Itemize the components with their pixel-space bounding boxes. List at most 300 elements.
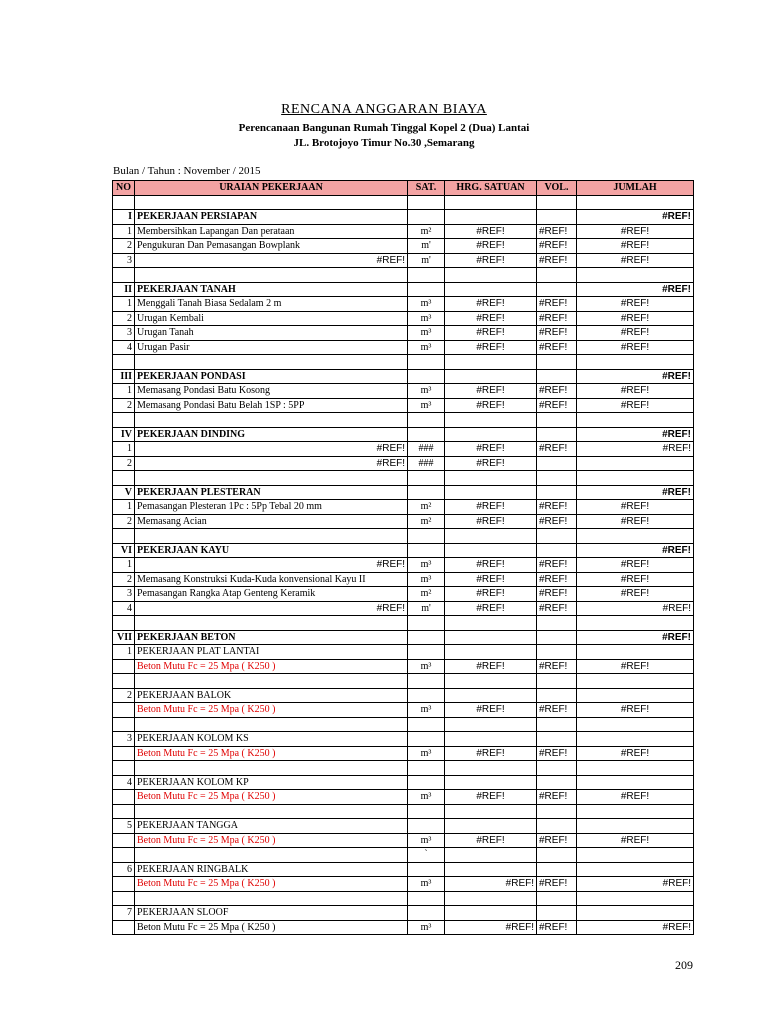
cell-uraian bbox=[135, 717, 408, 732]
cell-uraian bbox=[135, 195, 408, 210]
item-number: 3 bbox=[113, 253, 135, 268]
cell-vol bbox=[537, 355, 577, 370]
item-amount: #REF! bbox=[577, 587, 694, 602]
cell-no bbox=[113, 891, 135, 906]
item-amount: #REF! bbox=[577, 920, 694, 935]
section-name: PEKERJAAN PONDASI bbox=[135, 369, 408, 384]
item-number bbox=[113, 703, 135, 718]
cell-sat: ` bbox=[408, 848, 445, 863]
item-number: 2 bbox=[113, 572, 135, 587]
subsection-row bbox=[113, 645, 694, 660]
cell-sat bbox=[408, 355, 445, 370]
item-unit: m² bbox=[408, 587, 445, 602]
cell-hrg-satuan bbox=[445, 906, 537, 921]
item-unit-price: #REF! bbox=[445, 746, 537, 761]
cell-vol bbox=[537, 630, 577, 645]
item-unit: m³ bbox=[408, 659, 445, 674]
spacer-row bbox=[113, 471, 694, 486]
cell-hrg-satuan bbox=[445, 471, 537, 486]
subsection-row bbox=[113, 862, 694, 877]
cell-jumlah bbox=[577, 688, 694, 703]
cell-sat bbox=[408, 688, 445, 703]
spacer-row bbox=[113, 848, 694, 863]
item-unit-price: #REF! bbox=[445, 239, 537, 254]
item-volume: #REF! bbox=[537, 659, 577, 674]
item-row bbox=[113, 311, 694, 326]
item-unit-price: #REF! bbox=[445, 297, 537, 312]
cell-uraian bbox=[135, 891, 408, 906]
item-row bbox=[113, 920, 694, 935]
item-description: Beton Mutu Fc = 25 Mpa ( K250 ) bbox=[135, 877, 408, 892]
cell-vol bbox=[537, 906, 577, 921]
item-volume: #REF! bbox=[537, 340, 577, 355]
item-row bbox=[113, 558, 694, 573]
item-unit: m' bbox=[408, 253, 445, 268]
item-amount: #REF! bbox=[577, 442, 694, 457]
cell-sat bbox=[408, 717, 445, 732]
item-number: 1 bbox=[113, 384, 135, 399]
item-volume: #REF! bbox=[537, 253, 577, 268]
item-amount: #REF! bbox=[577, 500, 694, 515]
header-uraian: URAIAN PEKERJAAN bbox=[135, 181, 408, 196]
item-amount: #REF! bbox=[577, 340, 694, 355]
cell-no bbox=[113, 529, 135, 544]
cell-sat bbox=[408, 906, 445, 921]
cell-sat bbox=[408, 413, 445, 428]
item-number: 1 bbox=[113, 224, 135, 239]
item-unit: m³ bbox=[408, 340, 445, 355]
cell-sat bbox=[408, 674, 445, 689]
document-subtitle-address: JL. Brotojoyo Timur No.30 ,Semarang bbox=[293, 137, 475, 149]
cell-vol bbox=[537, 195, 577, 210]
cell-hrg-satuan bbox=[445, 413, 537, 428]
item-amount: #REF! bbox=[577, 746, 694, 761]
item-description: Beton Mutu Fc = 25 Mpa ( K250 ) bbox=[135, 703, 408, 718]
section-total: #REF! bbox=[577, 282, 694, 297]
subsection-row bbox=[113, 688, 694, 703]
item-amount: #REF! bbox=[577, 326, 694, 341]
cell-hrg-satuan bbox=[445, 485, 537, 500]
cell-vol bbox=[537, 891, 577, 906]
item-unit-price: #REF! bbox=[445, 224, 537, 239]
item-volume bbox=[537, 456, 577, 471]
cell-jumlah bbox=[577, 355, 694, 370]
item-unit-price: #REF! bbox=[445, 703, 537, 718]
cell-hrg-satuan bbox=[445, 761, 537, 776]
section-total: #REF! bbox=[577, 427, 694, 442]
item-volume: #REF! bbox=[537, 297, 577, 312]
item-amount: #REF! bbox=[577, 311, 694, 326]
cell-hrg-satuan bbox=[445, 717, 537, 732]
item-volume: #REF! bbox=[537, 326, 577, 341]
subsection-name: PEKERJAAN TANGGA bbox=[135, 819, 408, 834]
header-sat: SAT. bbox=[408, 181, 445, 196]
item-row bbox=[113, 601, 694, 616]
item-volume: #REF! bbox=[537, 384, 577, 399]
cell-jumlah bbox=[577, 413, 694, 428]
item-description: Urugan Kembali bbox=[135, 311, 408, 326]
item-description: Memasang Pondasi Batu Belah 1SP : 5PP bbox=[135, 398, 408, 413]
item-number: 2 bbox=[113, 398, 135, 413]
item-description: Urugan Tanah bbox=[135, 326, 408, 341]
item-unit-price: #REF! bbox=[445, 659, 537, 674]
cell-vol bbox=[537, 717, 577, 732]
item-unit: m³ bbox=[408, 746, 445, 761]
cell-jumlah bbox=[577, 732, 694, 747]
cell-vol bbox=[537, 210, 577, 225]
header-jumlah: JUMLAH bbox=[577, 181, 694, 196]
item-volume: #REF! bbox=[537, 398, 577, 413]
cell-vol bbox=[537, 471, 577, 486]
item-row bbox=[113, 326, 694, 341]
cell-vol bbox=[537, 862, 577, 877]
cell-hrg-satuan bbox=[445, 529, 537, 544]
section-number: VII bbox=[113, 630, 135, 645]
header-hrg-satuan: HRG. SATUAN bbox=[445, 181, 537, 196]
item-description: Beton Mutu Fc = 25 Mpa ( K250 ) bbox=[135, 920, 408, 935]
item-unit: m³ bbox=[408, 398, 445, 413]
section-row bbox=[113, 630, 694, 645]
section-total: #REF! bbox=[577, 630, 694, 645]
item-description: Pemasangan Plesteran 1Pc : 5Pp Tebal 20 mm bbox=[135, 500, 408, 515]
cell-jumlah bbox=[577, 848, 694, 863]
item-unit: m³ bbox=[408, 384, 445, 399]
item-volume: #REF! bbox=[537, 500, 577, 515]
item-volume: #REF! bbox=[537, 311, 577, 326]
cell-sat bbox=[408, 761, 445, 776]
cell-jumlah bbox=[577, 891, 694, 906]
item-number bbox=[113, 920, 135, 935]
section-number: V bbox=[113, 485, 135, 500]
cell-uraian bbox=[135, 761, 408, 776]
spacer-row bbox=[113, 761, 694, 776]
cell-uraian bbox=[135, 471, 408, 486]
cell-sat bbox=[408, 804, 445, 819]
item-unit-price: #REF! bbox=[445, 572, 537, 587]
cell-sat bbox=[408, 210, 445, 225]
item-description: #REF! bbox=[135, 442, 408, 457]
item-description: Menggali Tanah Biasa Sedalam 2 m bbox=[135, 297, 408, 312]
section-number: III bbox=[113, 369, 135, 384]
item-number bbox=[113, 790, 135, 805]
item-unit-price: #REF! bbox=[445, 456, 537, 471]
item-row bbox=[113, 442, 694, 457]
cell-sat bbox=[408, 775, 445, 790]
cell-hrg-satuan bbox=[445, 268, 537, 283]
subsection-name: PEKERJAAN KOLOM KP bbox=[135, 775, 408, 790]
item-unit: m² bbox=[408, 224, 445, 239]
cell-vol bbox=[537, 543, 577, 558]
cell-jumlah bbox=[577, 674, 694, 689]
cell-sat bbox=[408, 732, 445, 747]
cell-vol bbox=[537, 848, 577, 863]
item-unit-price: #REF! bbox=[445, 877, 537, 892]
item-amount: #REF! bbox=[577, 239, 694, 254]
item-description: Beton Mutu Fc = 25 Mpa ( K250 ) bbox=[135, 746, 408, 761]
item-row bbox=[113, 340, 694, 355]
section-number: IV bbox=[113, 427, 135, 442]
cell-uraian bbox=[135, 413, 408, 428]
item-volume: #REF! bbox=[537, 833, 577, 848]
item-unit: m³ bbox=[408, 297, 445, 312]
item-unit-price: #REF! bbox=[445, 398, 537, 413]
section-number: VI bbox=[113, 543, 135, 558]
cell-sat bbox=[408, 543, 445, 558]
item-number bbox=[113, 833, 135, 848]
item-number: 1 bbox=[113, 442, 135, 457]
spacer-row bbox=[113, 891, 694, 906]
document-subtitle-project: Perencanaan Bangunan Rumah Tinggal Kopel 2 (Dua) Lantai bbox=[238, 122, 530, 134]
cell-vol bbox=[537, 427, 577, 442]
item-amount: #REF! bbox=[577, 253, 694, 268]
cell-no bbox=[113, 717, 135, 732]
cell-vol bbox=[537, 732, 577, 747]
page-number: 209 bbox=[675, 958, 693, 972]
item-row bbox=[113, 659, 694, 674]
item-amount: #REF! bbox=[577, 297, 694, 312]
cell-no bbox=[113, 413, 135, 428]
item-number: 4 bbox=[113, 340, 135, 355]
section-name: PEKERJAAN KAYU bbox=[135, 543, 408, 558]
section-row bbox=[113, 485, 694, 500]
spacer-row bbox=[113, 717, 694, 732]
cell-jumlah bbox=[577, 717, 694, 732]
cell-vol bbox=[537, 616, 577, 631]
cell-sat bbox=[408, 616, 445, 631]
cell-sat bbox=[408, 485, 445, 500]
item-row bbox=[113, 384, 694, 399]
item-description: #REF! bbox=[135, 253, 408, 268]
item-row bbox=[113, 572, 694, 587]
spacer-row bbox=[113, 674, 694, 689]
item-unit: m³ bbox=[408, 558, 445, 573]
subsection-row bbox=[113, 732, 694, 747]
cell-jumlah bbox=[577, 645, 694, 660]
item-unit: m³ bbox=[408, 326, 445, 341]
item-description: #REF! bbox=[135, 601, 408, 616]
cell-hrg-satuan bbox=[445, 616, 537, 631]
item-unit-price: #REF! bbox=[445, 587, 537, 602]
item-volume: #REF! bbox=[537, 790, 577, 805]
cell-no bbox=[113, 804, 135, 819]
item-unit-price: #REF! bbox=[445, 514, 537, 529]
item-row bbox=[113, 703, 694, 718]
cell-uraian bbox=[135, 268, 408, 283]
cell-hrg-satuan bbox=[445, 543, 537, 558]
item-description: Pengukuran Dan Pemasangan Bowplank bbox=[135, 239, 408, 254]
header-no: NO bbox=[113, 181, 135, 196]
item-number: 1 bbox=[113, 500, 135, 515]
item-description: Urugan Pasir bbox=[135, 340, 408, 355]
item-unit: m' bbox=[408, 601, 445, 616]
cell-jumlah bbox=[577, 862, 694, 877]
item-number: 2 bbox=[113, 514, 135, 529]
item-amount: #REF! bbox=[577, 384, 694, 399]
item-unit: m³ bbox=[408, 703, 445, 718]
cell-jumlah bbox=[577, 471, 694, 486]
item-unit: m³ bbox=[408, 790, 445, 805]
item-volume: #REF! bbox=[537, 558, 577, 573]
cell-sat bbox=[408, 268, 445, 283]
cell-jumlah bbox=[577, 804, 694, 819]
item-volume: #REF! bbox=[537, 224, 577, 239]
item-unit: m³ bbox=[408, 311, 445, 326]
item-row bbox=[113, 297, 694, 312]
item-amount: #REF! bbox=[577, 572, 694, 587]
item-row bbox=[113, 790, 694, 805]
item-amount: #REF! bbox=[577, 398, 694, 413]
subsection-number: 5 bbox=[113, 819, 135, 834]
item-description: Memasang Konstruksi Kuda-Kuda konvensional Kayu II bbox=[135, 572, 408, 587]
item-unit-price: #REF! bbox=[445, 326, 537, 341]
spacer-row bbox=[113, 529, 694, 544]
cell-jumlah bbox=[577, 616, 694, 631]
item-row bbox=[113, 746, 694, 761]
cell-vol bbox=[537, 804, 577, 819]
item-number bbox=[113, 659, 135, 674]
subsection-row bbox=[113, 906, 694, 921]
item-description: Membersihkan Lapangan Dan perataan bbox=[135, 224, 408, 239]
cell-no bbox=[113, 616, 135, 631]
cell-no bbox=[113, 355, 135, 370]
cell-jumlah bbox=[577, 195, 694, 210]
item-volume: #REF! bbox=[537, 442, 577, 457]
subsection-number: 2 bbox=[113, 688, 135, 703]
subsection-name: PEKERJAAN RINGBALK bbox=[135, 862, 408, 877]
cell-hrg-satuan bbox=[445, 732, 537, 747]
spacer-row bbox=[113, 413, 694, 428]
cell-uraian bbox=[135, 355, 408, 370]
item-number: 1 bbox=[113, 558, 135, 573]
cell-uraian bbox=[135, 616, 408, 631]
item-row bbox=[113, 456, 694, 471]
subsection-name: PEKERJAAN KOLOM KS bbox=[135, 732, 408, 747]
subsection-name: PEKERJAAN BALOK bbox=[135, 688, 408, 703]
item-unit: m³ bbox=[408, 920, 445, 935]
cell-uraian bbox=[135, 804, 408, 819]
spacer-row bbox=[113, 195, 694, 210]
section-total: #REF! bbox=[577, 485, 694, 500]
item-volume: #REF! bbox=[537, 746, 577, 761]
section-number: II bbox=[113, 282, 135, 297]
item-unit-price: #REF! bbox=[445, 833, 537, 848]
cell-vol bbox=[537, 485, 577, 500]
item-volume: #REF! bbox=[537, 572, 577, 587]
cell-jumlah bbox=[577, 529, 694, 544]
item-unit-price: #REF! bbox=[445, 920, 537, 935]
cell-vol bbox=[537, 645, 577, 660]
header-vol: VOL. bbox=[537, 181, 577, 196]
item-row bbox=[113, 253, 694, 268]
table-header-row bbox=[113, 181, 694, 196]
subsection-row bbox=[113, 775, 694, 790]
spacer-row bbox=[113, 804, 694, 819]
item-number: 2 bbox=[113, 311, 135, 326]
item-unit: m² bbox=[408, 500, 445, 515]
cell-hrg-satuan bbox=[445, 355, 537, 370]
item-row bbox=[113, 398, 694, 413]
cell-sat bbox=[408, 195, 445, 210]
item-volume: #REF! bbox=[537, 703, 577, 718]
item-row bbox=[113, 239, 694, 254]
cell-vol bbox=[537, 688, 577, 703]
subsection-number: 6 bbox=[113, 862, 135, 877]
item-description: Beton Mutu Fc = 25 Mpa ( K250 ) bbox=[135, 659, 408, 674]
item-unit: m³ bbox=[408, 877, 445, 892]
item-row bbox=[113, 514, 694, 529]
cell-vol bbox=[537, 268, 577, 283]
cell-vol bbox=[537, 775, 577, 790]
cell-sat bbox=[408, 471, 445, 486]
cell-hrg-satuan bbox=[445, 819, 537, 834]
cell-sat bbox=[408, 630, 445, 645]
item-row bbox=[113, 500, 694, 515]
cell-jumlah bbox=[577, 775, 694, 790]
item-unit: m³ bbox=[408, 833, 445, 848]
item-unit-price: #REF! bbox=[445, 601, 537, 616]
item-amount: #REF! bbox=[577, 224, 694, 239]
subsection-number: 4 bbox=[113, 775, 135, 790]
spacer-row bbox=[113, 268, 694, 283]
cell-sat bbox=[408, 891, 445, 906]
item-amount bbox=[577, 456, 694, 471]
cell-sat bbox=[408, 282, 445, 297]
cell-hrg-satuan bbox=[445, 369, 537, 384]
item-unit-price: #REF! bbox=[445, 558, 537, 573]
item-volume: #REF! bbox=[537, 877, 577, 892]
budget-table bbox=[112, 180, 694, 935]
subsection-name: PEKERJAAN SLOOF bbox=[135, 906, 408, 921]
item-description: #REF! bbox=[135, 558, 408, 573]
cell-vol bbox=[537, 529, 577, 544]
cell-hrg-satuan bbox=[445, 674, 537, 689]
subsection-name: PEKERJAAN PLAT LANTAI bbox=[135, 645, 408, 660]
cell-vol bbox=[537, 674, 577, 689]
cell-hrg-satuan bbox=[445, 210, 537, 225]
item-description: Beton Mutu Fc = 25 Mpa ( K250 ) bbox=[135, 790, 408, 805]
item-volume: #REF! bbox=[537, 239, 577, 254]
item-unit-price: #REF! bbox=[445, 340, 537, 355]
cell-hrg-satuan bbox=[445, 688, 537, 703]
section-total: #REF! bbox=[577, 369, 694, 384]
item-number bbox=[113, 746, 135, 761]
cell-hrg-satuan bbox=[445, 804, 537, 819]
item-description: #REF! bbox=[135, 456, 408, 471]
item-number: 2 bbox=[113, 456, 135, 471]
cell-hrg-satuan bbox=[445, 775, 537, 790]
item-number: 4 bbox=[113, 601, 135, 616]
cell-vol bbox=[537, 819, 577, 834]
cell-jumlah bbox=[577, 268, 694, 283]
subsection-number: 7 bbox=[113, 906, 135, 921]
item-row bbox=[113, 587, 694, 602]
item-volume: #REF! bbox=[537, 920, 577, 935]
cell-vol bbox=[537, 413, 577, 428]
item-unit-price: #REF! bbox=[445, 500, 537, 515]
item-amount: #REF! bbox=[577, 877, 694, 892]
item-number bbox=[113, 877, 135, 892]
cell-vol bbox=[537, 761, 577, 776]
item-amount: #REF! bbox=[577, 514, 694, 529]
section-row bbox=[113, 282, 694, 297]
cell-no bbox=[113, 195, 135, 210]
item-amount: #REF! bbox=[577, 659, 694, 674]
cell-vol bbox=[537, 282, 577, 297]
item-unit-price: #REF! bbox=[445, 311, 537, 326]
section-row bbox=[113, 210, 694, 225]
item-amount: #REF! bbox=[577, 601, 694, 616]
cell-jumlah bbox=[577, 906, 694, 921]
